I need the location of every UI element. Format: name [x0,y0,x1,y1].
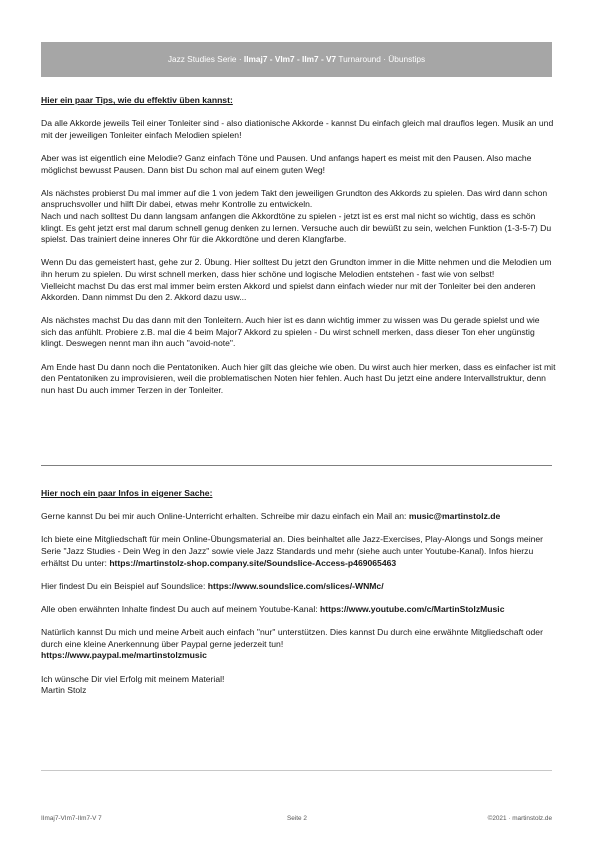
info-heading: Hier noch ein paar Infos in eigener Sache: [41,488,213,498]
tips-paragraph-3a: Als nächstes probierst Du mal immer auf die 1 von jedem Takt den jeweiligen Grundton des Akkords zu spielen. Das wird dann schon anspruchsvoller und hilft Dir dabei, etwas mehr Kontrolle zu entwickeln. [41,187,548,210]
banner-prefix: Jazz Studies Serie · [167,54,244,64]
footer-page-number: Seite 2 [287,815,307,822]
banner-sep-2: - [294,54,303,64]
practice-tips-section [41,95,556,408]
tips-paragraph-5: Als nächstes machst Du das dann mit den Tonleitern. Auch hier ist es dann wichtig immer zu wissen was Du gerade spielst und wie sich das anfühlt. Probiere z.B. mal die 4 beim Major7 Akkord zu spielen - Du wirst schnell merken, dass dieser Ton eher ungünstig klingt. Deswegen nennt man ihn auch "avoid-note". [41,315,540,349]
footer-divider [41,770,552,771]
youtube-link[interactable]: https://www.youtube.com/c/MartinStolzMusic [320,603,505,614]
banner-suffix: Turnaround · Übunstips [336,54,426,64]
membership-text: Ich biete eine Mitgliedschaft für mein Online-Übungsmaterial an. Dies beinhaltet alle Jazz-Exercises, Play-Alongs und Songs meiner Serie "Jazz Studies - Dein Weg in den Jazz" sowie viele Jazz Standards und mehr (siehe auch unter Youtube-Kanal). Infos hierzu erhältst Du unter: [41,534,544,568]
tips-paragraph-2: Aber was ist eigentlich eine Melodie? Ganz einfach Töne und Pausen. Und anfangs hapert es meist mit den Pausen. Also mache möglichst bewusst Pausen. Dann bist Du schon mal auf einem guten Weg! [41,152,532,175]
tips-paragraph-3 [41,188,556,246]
info-paragraph-youtube [41,604,556,616]
closing-block [41,674,556,697]
youtube-text: Alle oben erwähnten Inhalte findest Du auch auf meinem Youtube-Kanal: [41,603,321,614]
lessons-text: Gerne kannst Du bei mir auch Online-Unterricht erhalten. Schreibe mir dazu einfach ein Mail an: [41,511,409,522]
banner-sep-3: - [318,54,327,64]
tips-paragraph-4b: Vielleicht machst Du das erst mal immer beim ersten Akkord und spielst dann einfach wieder nur mit der Tonleiter bei den anderen Akkorden. Dann nimmst Du den 2. Akkord dazu usw... [41,280,536,303]
footer-title: IImaj7-VIm7-IIm7-V 7 [41,815,102,822]
header-banner [41,42,552,77]
shop-link[interactable]: https://martinstolz-shop.company.site/Soundslice-Access-p469065463 [109,557,397,568]
info-paragraph-soundslice [41,581,556,593]
tips-paragraph-6: Am Ende hast Du dann noch die Pentatoniken. Auch hier gilt das gleiche wie oben. Du wirst auch hier merken, dass es einfacher ist mit den Pentatoniken zu improvisieren, weil die problematischen Noten hier fehlen. Auch hast Du jetzt eine andere Intervallstruktur, denn nun hast Du auch immer Terzen in der Tonleiter. [41,361,556,395]
closing-text: Ich wünsche Dir viel Erfolg mit meinem Material! [41,673,225,684]
banner-chord-3: IIm7 [302,54,319,64]
signature: Martin Stolz [41,685,87,696]
section-divider [41,465,552,466]
info-paragraph-support [41,627,556,662]
tips-paragraph-4 [41,257,556,303]
info-section [41,488,556,708]
soundslice-text: Hier findest Du ein Beispiel auf Soundslice: [41,580,208,591]
paypal-link[interactable]: https://www.paypal.me/martinstolzmusic [41,650,207,661]
banner-chord-2: VIm7 [274,54,295,64]
email-link[interactable]: music@martinstolz.de [408,511,501,522]
soundslice-link[interactable]: https://www.soundslice.com/slices/-WNMc/ [207,580,384,591]
support-text: Natürlich kannst Du mich und meine Arbeit auch einfach "nur" unterstützen. Dies kannst Du durch eine erwähnte Mitgliedschaft oder durch eine kleine Anerkennung über Paypal gerne jederzeit tun! [41,627,543,649]
footer-copyright: ©2021 · martinstolz.de [487,815,552,822]
tips-paragraph-3b: Nach und nach solltest Du dann langsam anfangen die Akkordtöne zu spielen - jetzt ist es erst mal nicht so wichtig, dass es schön klingt. Es geht jetzt erst mal darum schnell genug denken zu lernen. Versuche auch dir bewüßt zu sein, welchen Funktion (1-3-5-7) Du spielst. Das trainiert deine inneres Ohr für die Akkordtöne und deren Klangfarbe. [41,210,552,245]
banner-sep-1: - [267,54,275,64]
info-paragraph-lessons [41,511,556,523]
banner-chord-1: IImaj7 [243,54,268,64]
tips-paragraph-1: Da alle Akkorde jeweils Teil einer Tonleiter sind - also diationische Akkorde - kannst Du einfach gleich mal drauflos legen. Musik an und mit der jeweiligen Tonleiter einfach Melodien spielen! [41,118,554,140]
tips-heading: Hier ein paar Tips, wie du effektiv üben kannst: [41,95,233,105]
banner-chord-4: V7 [326,54,337,64]
info-paragraph-membership [41,534,556,569]
tips-paragraph-4a: Wenn Du das gemeistert hast, gehe zur 2. Übung. Hier solltest Du jetzt den Grundton immer in die Mitte nehmen und die Melodien um ihn herum zu spielen. Du wirst schnell merken, dass hier schöne und logische Melodien entstehen - fast wie von selbst! [41,257,552,279]
